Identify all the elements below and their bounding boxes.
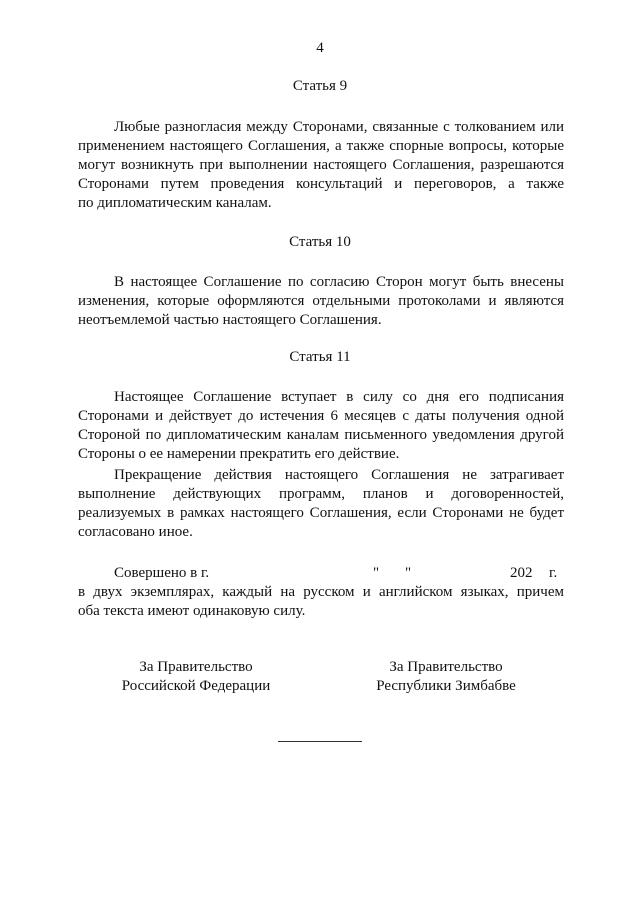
article-11-paragraph-2 xyxy=(78,466,564,542)
text-line: В настоящее Соглашение по согласию Сторон могут быть внесены xyxy=(114,274,564,290)
text-line: оба текста имеют одинаковую силу. xyxy=(78,603,306,619)
date-quote-open: " xyxy=(373,565,380,581)
text-line: по дипломатическим каналам. xyxy=(78,195,272,211)
page-number: 4 xyxy=(316,40,324,56)
article-9-paragraph xyxy=(78,118,564,213)
article-10-paragraph xyxy=(78,273,564,330)
text-line: реализуемых в рамках настоящего Соглашения, если Сторонами не будет xyxy=(78,505,564,521)
signature-line: За Правительство xyxy=(139,659,253,675)
signature-block-zimbabwe xyxy=(346,658,546,696)
text-line: Настоящее Соглашение вступает в силу со дня его подписания xyxy=(114,389,564,405)
text-line: Сторонами путем проведения консультаций и переговоров, а также xyxy=(78,176,564,192)
article-11-heading: Статья 11 xyxy=(289,349,351,365)
closing-rule xyxy=(278,741,362,742)
article-11-paragraph-1 xyxy=(78,388,564,464)
signed-clause xyxy=(78,564,564,621)
text-line: могут возникнуть при выполнении настоящего Соглашения, разрешаются xyxy=(78,157,564,173)
text-line: Стороны о ее намерении прекратить его действие. xyxy=(78,446,400,462)
signature-line: За Правительство xyxy=(389,659,503,675)
text-line: в двух экземплярах, каждый на русском и английском языках, причем xyxy=(78,584,564,600)
year-field: 202 xyxy=(510,565,533,581)
signature-line: Российской Федерации xyxy=(121,678,271,694)
text-line: Любые разногласия между Сторонами, связанные с толкованием или xyxy=(114,119,564,135)
text-line: Стороной по дипломатическим каналам письменного уведомления другой xyxy=(78,427,564,443)
date-quote-close: " xyxy=(405,565,412,581)
done-at-label: Совершено в г. xyxy=(114,565,210,581)
text-line: согласовано иное. xyxy=(78,524,193,540)
text-line: неотъемлемой частью настоящего Соглашения. xyxy=(78,312,382,328)
text-line: выполнение действующих программ, планов и договоренностей, xyxy=(78,486,564,502)
text-line: изменения, которые оформляются отдельными протоколами и являются xyxy=(78,293,564,309)
text-line: Сторонами и действует до истечения 6 месяцев с даты получения одной xyxy=(78,408,564,424)
done-at-line xyxy=(78,564,564,583)
article-10-heading: Статья 10 xyxy=(289,234,351,250)
text-line: Прекращение действия настоящего Соглашения не затрагивает xyxy=(114,467,564,483)
text-line: применением настоящего Соглашения, а также спорные вопросы, которые xyxy=(78,138,564,154)
year-suffix: г. xyxy=(549,565,558,581)
article-9-heading: Статья 9 xyxy=(292,78,348,94)
signature-block-russia xyxy=(96,658,296,696)
signature-line: Республики Зимбабве xyxy=(376,678,516,694)
